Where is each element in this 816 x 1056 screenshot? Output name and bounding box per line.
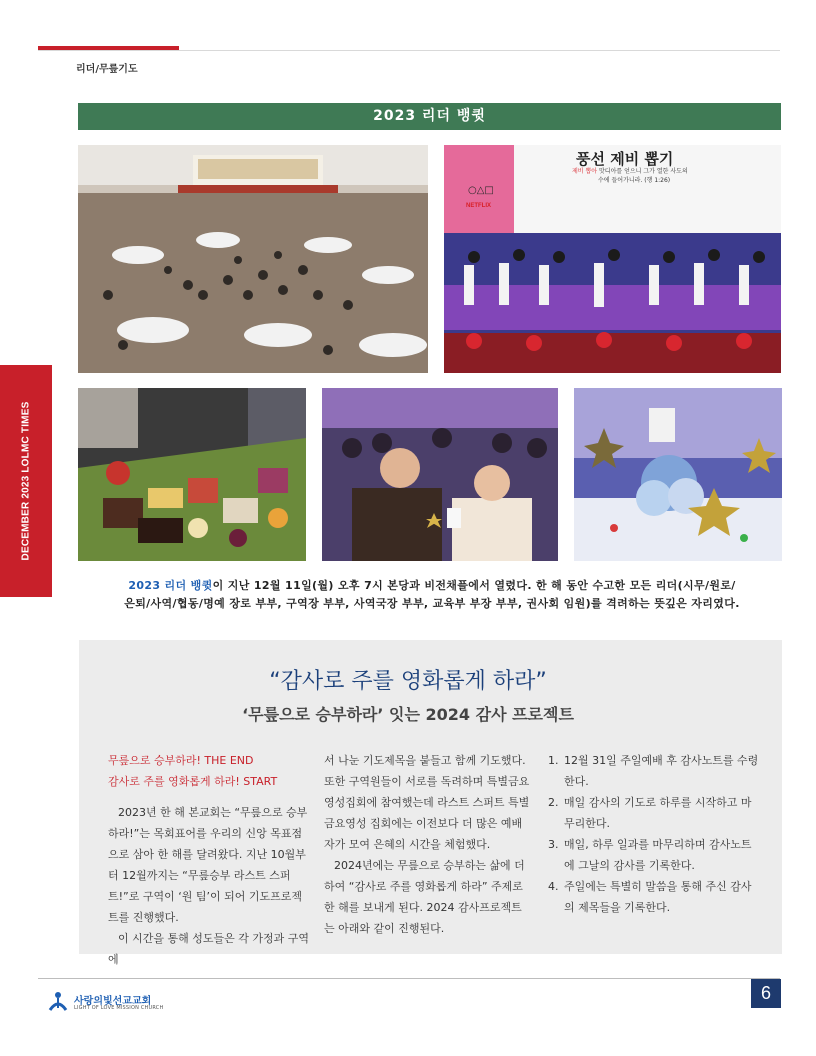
col2-paragraph-1: 서 나눈 기도제목을 붙들고 함께 기도했다. 또한 구역원들이 서로를 독려하며 특별금요영성집회에 참여했는데 라스트 스퍼트 특별금요영성 집회에는 이전보다 더 많은 예배자가 모여 은혜의 시간을 체험했다. [324,754,530,851]
article-column-1 [108,750,310,970]
photo-caption [82,577,782,613]
verse-highlight: 제비 뽑아 [572,168,598,175]
list-text: 12월 31일 주일예배 후 감사노트를 수령한다. [564,754,759,788]
section-label: 리더/무릎기도 [76,64,138,75]
list-item [548,792,760,834]
caption-highlight: 2023 리더 뱅큇 [128,579,213,592]
list-text: 매일, 하루 일과를 마무리하며 감사노트에 그날의 감사를 기록한다. [564,838,752,872]
list-number: 1. [548,754,559,767]
netflix-label: NETFLIX [466,203,491,209]
side-tab-text: DECEMBER 2023 LOLMC TIMES [20,401,32,561]
list-item [548,876,760,918]
col2-paragraph-2: 2024년에는 무릎으로 승부하는 삶에 더하여 “감사로 주를 영화롭게 하라” 주제로 한 해를 보내게 된다. 2024 감사프로젝트는 아래와 같이 진행된다. [324,859,525,935]
caption-line2: 은퇴/사역/협동/명예 장로 부부, 구역장 부부, 사역국장 부부, 교육부 부장 부부, 권사회 임원)를 격려하는 뜻깊은 자리였다. [124,597,740,610]
page-number: 6 [751,979,781,1008]
verse-line1: 맛디아를 얻으니 그가 열한 사도의 [597,168,688,175]
photo-balloon-draw [444,145,781,373]
balloon-slide-symbols: ○△□ [468,185,494,196]
col1-paragraph-1: 2023년 한 해 본교회는 “무릎으로 승부하라!”는 목회표어를 우리의 신앙 목표점으로 삼아 한 해를 달려왔다. 지난 10월부터 12월까지는 “무릎승부 라스트 스퍼트!”로 구역이 ‘원 팀’이 되어 기도프로젝트를 진행했다. [108,806,308,924]
project-subtitle: ‘무릎으로 승부하라’ 잇는 2024 감사 프로젝트 [242,705,574,724]
col1-paragraph-2: 이 시간을 통해 성도들은 각 가정과 구역에 [108,932,309,966]
list-item [548,750,760,792]
church-name: 사랑의빛선교교회 [74,996,152,1007]
list-text: 주일에는 특별히 말씀을 통해 주신 감사의 제목들을 기록한다. [564,880,752,914]
footer-rule [38,978,780,979]
project-title: “감사로 주를 영화롭게 하라” [269,669,547,694]
list-item [548,834,760,876]
photo-table-decor [574,388,782,561]
photo-guests [322,388,558,561]
banner-title: 2023 리더 뱅큇 [78,103,781,130]
verse-line2: 수에 들어가니라. (행 1:26) [598,177,671,184]
photo-banquet-hall [78,145,428,373]
list-text: 매일 감사의 기도로 하루를 시작하고 마무리한다. [564,796,752,830]
list-number: 3. [548,838,559,851]
church-subtitle: LIGHT OF LOVE MISSION CHURCH [74,1005,164,1011]
balloon-slide-title: 풍선 제비 뽑기 [576,150,674,168]
caption-line1: 이 지난 12월 11일(월) 오후 7시 본당과 비전채플에서 열렸다. 한 해 동안 수고한 모든 리더(시무/원로/ [212,579,736,592]
list-number: 2. [548,796,559,809]
article-column-2 [324,750,532,939]
balloon-slide-verse [572,167,688,185]
article-column-3 [548,750,760,918]
col1-red-heading-1: 무릎으로 승부하라! THE END [108,754,254,767]
col1-red-heading-2: 감사로 주를 영화롭게 하라! START [108,775,278,788]
header-rule [38,50,780,51]
church-logo-icon [47,990,69,1012]
photo-buffet [78,388,306,561]
list-number: 4. [548,880,559,893]
